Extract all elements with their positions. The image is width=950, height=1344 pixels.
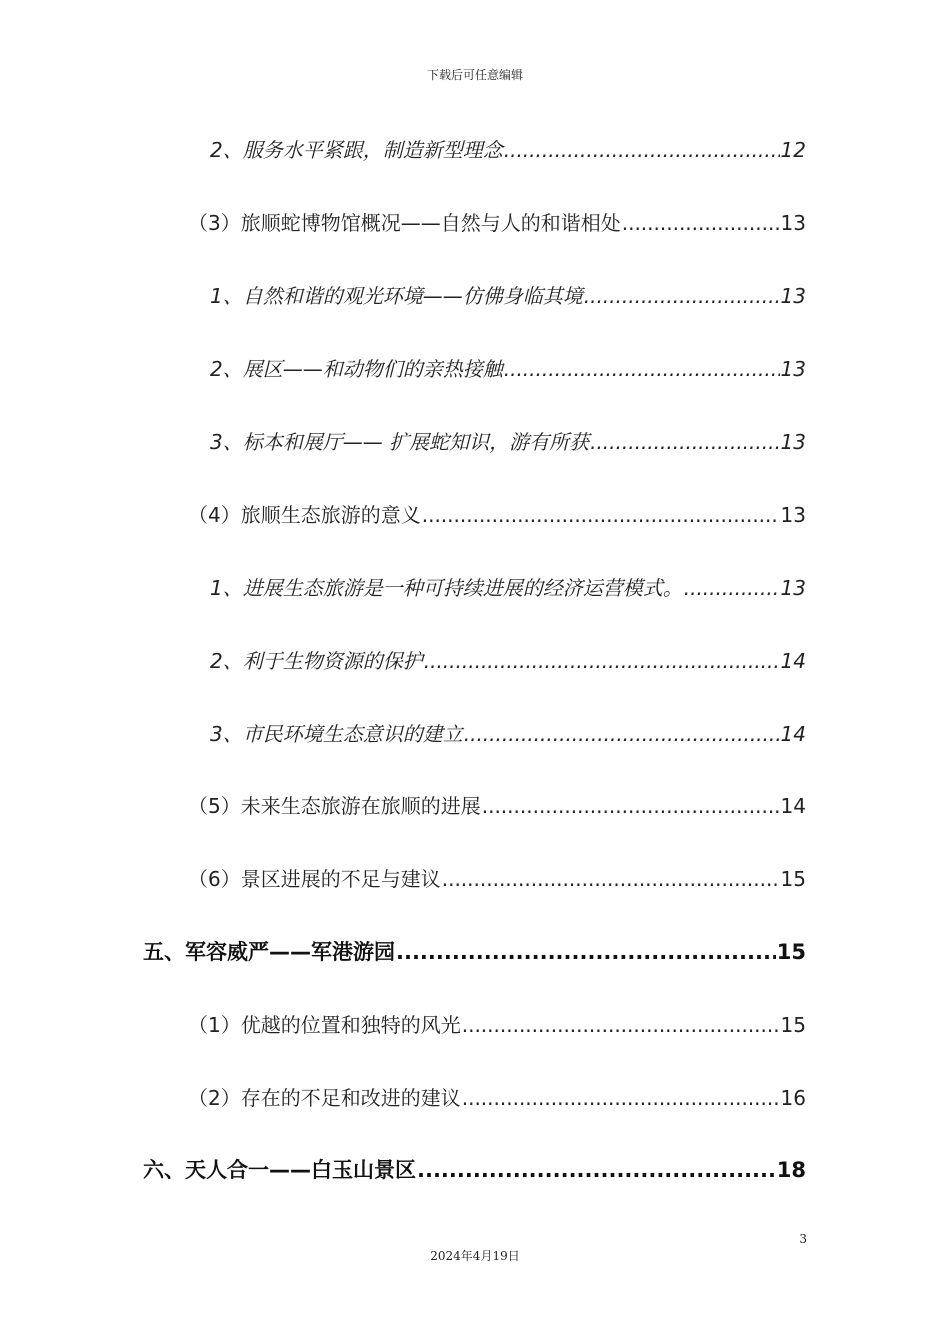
- toc-entry[interactable]: [210, 645, 806, 677]
- toc-entry-title: 2、利于生物资源的保护: [210, 649, 423, 673]
- toc-entry-page: 16: [780, 1086, 806, 1110]
- toc-entry[interactable]: [210, 572, 806, 604]
- toc-entry[interactable]: [210, 353, 806, 385]
- toc-entry-page: 13: [780, 430, 806, 454]
- page-header: 下载后可任意编辑: [426, 68, 523, 82]
- toc-entry-page: 18: [776, 1158, 806, 1182]
- toc-entry-title: （2）存在的不足和改进的建议: [188, 1086, 461, 1110]
- toc-entry[interactable]: [188, 863, 806, 895]
- toc-leader-dots: [504, 353, 780, 385]
- toc-entry[interactable]: [210, 718, 806, 750]
- toc-entry-page: 13: [780, 576, 806, 600]
- toc-entry-page: 14: [780, 722, 806, 746]
- toc-entry-title: 1、进展生态旅游是一种可持续进展的经济运营模式。: [210, 576, 683, 600]
- toc-entry[interactable]: [188, 790, 806, 822]
- toc-entry-title: 1、自然和谐的观光环境——仿佛身临其境: [210, 284, 583, 308]
- toc-leader-dots: [424, 645, 780, 677]
- toc-entry-title: 五、军容威严——军港游园: [143, 940, 395, 964]
- toc-leader-dots: [396, 936, 776, 968]
- toc-entry-page: 15: [776, 940, 806, 964]
- toc-leader-dots: [462, 1009, 780, 1041]
- toc-entry[interactable]: [143, 1154, 806, 1186]
- toc-leader-dots: [504, 134, 780, 166]
- page-footer-date: 2024年4月19日: [430, 1249, 520, 1263]
- toc-entry-page: 13: [780, 284, 806, 308]
- toc-leader-dots: [422, 499, 780, 531]
- toc-entry-page: 13: [780, 503, 806, 527]
- toc-entry[interactable]: [188, 207, 806, 239]
- toc-entry-title: （1）优越的位置和独特的风光: [188, 1013, 461, 1037]
- toc-entry[interactable]: [188, 499, 806, 531]
- toc-entry-page: 13: [780, 211, 806, 235]
- toc-entry-page: 14: [780, 649, 806, 673]
- toc-entry[interactable]: [188, 1009, 806, 1041]
- toc-entry[interactable]: [210, 426, 806, 458]
- toc-leader-dots: [584, 280, 780, 312]
- toc-leader-dots: [462, 1082, 780, 1114]
- toc-leader-dots: [417, 1154, 776, 1186]
- toc-leader-dots: [464, 718, 780, 750]
- toc-leader-dots: [590, 426, 779, 458]
- page-number: 3: [799, 1232, 807, 1246]
- toc-entry[interactable]: [210, 134, 806, 166]
- toc-entry[interactable]: [188, 1082, 806, 1114]
- toc-entry-title: 六、天人合一——白玉山景区: [143, 1158, 416, 1182]
- toc-entry-title: 2、服务水平紧跟，制造新型理念: [210, 138, 503, 162]
- toc-leader-dots: [442, 863, 780, 895]
- toc-entry-title: 3、标本和展厅—— 扩展蛇知识，游有所获: [210, 430, 590, 454]
- toc-entry-title: （5）未来生态旅游在旅顺的进展: [188, 794, 481, 818]
- toc-entry-title: （3）旅顺蛇博物馆概况——自然与人的和谐相处: [188, 211, 621, 235]
- toc-entry[interactable]: [210, 280, 806, 312]
- toc-entry[interactable]: [143, 936, 806, 968]
- toc-entry-page: 14: [780, 794, 806, 818]
- toc-entry-page: 15: [780, 867, 806, 891]
- toc-entry-title: 3、市民环境生态意识的建立: [210, 722, 463, 746]
- toc-leader-dots: [622, 207, 780, 239]
- toc-entry-page: 12: [780, 138, 806, 162]
- toc-entry-title: （6）景区进展的不足与建议: [188, 867, 441, 891]
- toc-entry-title: 2、展区——和动物们的亲热接触: [210, 357, 503, 381]
- toc-entry-title: （4）旅顺生态旅游的意义: [188, 503, 421, 527]
- toc-entry-page: 15: [780, 1013, 806, 1037]
- toc-leader-dots: [684, 572, 780, 604]
- toc-leader-dots: [482, 790, 780, 822]
- toc-entry-page: 13: [780, 357, 806, 381]
